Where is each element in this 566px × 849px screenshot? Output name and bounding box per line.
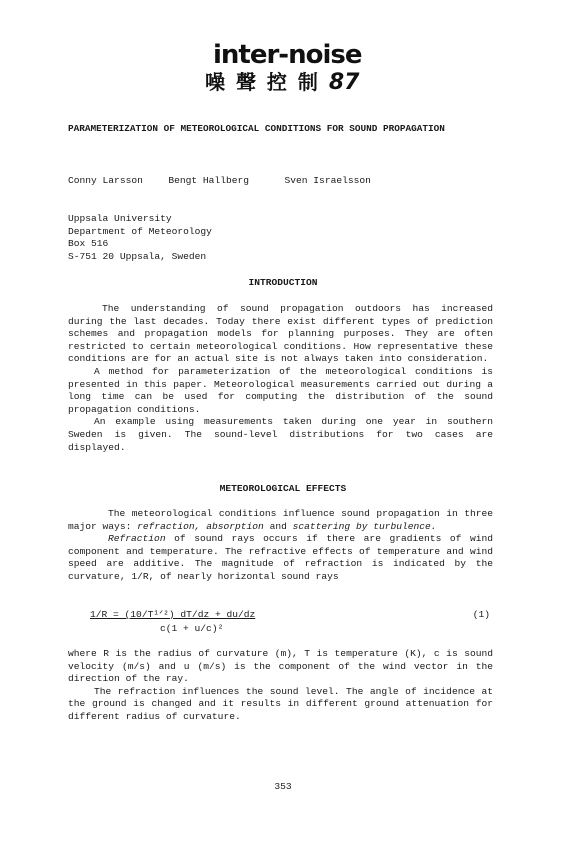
equation-number: (1) (472, 609, 490, 620)
conference-logo (205, 40, 365, 95)
author-name: Conny Larsson (68, 175, 143, 186)
paragraph: The refraction influences the sound level. The angle of incidence at the ground is changed and it results in different ground attenuation for different radius of curvature. (68, 685, 493, 722)
author-list (68, 175, 371, 188)
logo-chinese-chars: 噪 聲 控 制 (205, 70, 320, 94)
paragraph: where R is the radius of curvature (m), T is temperature (K), c is sound velocity (m/s) and u (m/s) is the component of the wind vector in the direction of the ray. (68, 648, 493, 685)
affiliation-line: Department of Meteorology (68, 225, 212, 237)
paragraph (68, 533, 493, 583)
term-refraction: refraction, (137, 520, 201, 532)
term-absorption: absorption (206, 520, 264, 532)
equation-1 (90, 609, 490, 639)
paper-title: PARAMETERIZATION OF METEOROLOGICAL CONDITIONS FOR SOUND PROPAGATION (68, 123, 445, 134)
logo-year: 87 (328, 70, 360, 95)
affiliation-line: Box 516 (68, 238, 109, 250)
section-heading-introduction: INTRODUCTION (248, 277, 318, 288)
term-refraction: Refraction (108, 533, 166, 545)
effects-body-continued (68, 648, 493, 724)
text-run: The meteorological conditions influence sound propagation in three major ways: (68, 508, 493, 532)
equation-numerator: 1/R = (10/T¹ᐟ²) dT/dz + du/dz (90, 609, 256, 620)
paragraph: A method for parameterization of the meteorological conditions is presented in this paper. Meteorological measurements carried out during a long time can be used for computing the distribution of the sound propagation conditions. (68, 365, 493, 415)
paragraph (68, 508, 493, 533)
affiliation-line: Uppsala University (68, 213, 172, 224)
effects-body (68, 508, 493, 584)
affiliation (68, 213, 368, 263)
logo-subtitle (205, 70, 365, 95)
author-name: Sven Israelsson (284, 175, 371, 186)
page-number: 353 (274, 781, 292, 792)
paragraph: The understanding of sound propagation outdoors has increased during the last decades. Today there exist different types of prediction schemes and propagation models for planning purposes. They are often restricted to certain meteorological conditions. How representative these conditions are for an actual site is not always taken into consideration. (68, 303, 493, 365)
logo-wordmark: inter-noise (213, 40, 362, 70)
text-run: and (269, 520, 287, 532)
term-scattering: scattering by turbulence. (292, 520, 437, 532)
author-name: Bengt Hallberg (168, 175, 249, 186)
section-heading-meteorological-effects: METEOROLOGICAL EFFECTS (219, 483, 347, 494)
paragraph: An example using measurements taken during one year in southern Sweden is given. The sound-level distributions for two cases are displayed. (68, 416, 493, 453)
text-run: of sound rays occurs if there are gradients of wind component and temperature. The refractive effects of temperature and wind speed are additive. The magnitude of refraction is indicated by the curvature, 1/R, of nearly horizontal sound rays (68, 533, 493, 582)
equation-denominator: c(1 + u/c)² (160, 623, 224, 634)
affiliation-line: S-751 20 Uppsala, Sweden (68, 250, 207, 262)
introduction-body (68, 303, 493, 454)
